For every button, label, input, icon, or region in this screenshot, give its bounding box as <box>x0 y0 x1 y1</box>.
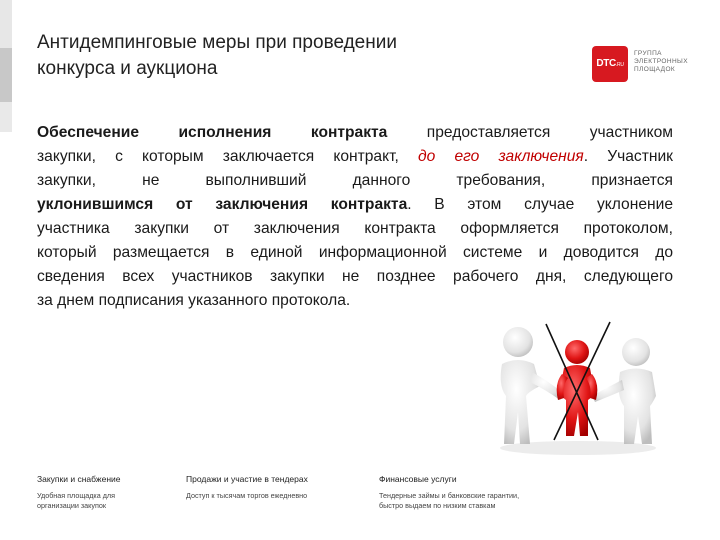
logo-mark <box>592 46 628 82</box>
footer-col1-line-2: организации закупок <box>37 501 107 510</box>
footer-col-sales <box>186 474 356 501</box>
footer-col-procurement <box>37 474 167 511</box>
footer-col1-line-1: Удобная площадка для <box>37 491 116 500</box>
paragraph-line-4 <box>37 193 673 217</box>
paragraph-line-7: сведения всех участников закупки не позднее рабочего дня, следующего <box>37 268 673 285</box>
slide-title-line-2: конкурса и аукциона <box>37 58 218 79</box>
paragraph-line-5: участника закупки от заключения контракта оформляется протоколом, <box>37 220 673 237</box>
term-contract-security: Обеспечение исполнения контракта <box>37 124 388 141</box>
footer-col3-line-1: Тендерные займы и банковские гарантии, <box>379 491 520 500</box>
left-accent-bar <box>0 0 12 540</box>
logo-words <box>634 50 688 74</box>
logo-word-2: ЭЛЕКТРОННЫХ <box>634 58 688 65</box>
logo-word-1: ГРУППА <box>634 50 662 57</box>
slide-title-line-1: Антидемпинговые меры при проведении <box>37 32 397 53</box>
paragraph-line-1-rest: предоставляется участником <box>387 124 673 141</box>
paragraph-line-6: который размещается в единой информационной системе и доводится до <box>37 244 673 261</box>
logo-mark-text: DTC <box>596 58 616 69</box>
paragraph-line-8: за днем подписания указанного протокола. <box>37 292 351 309</box>
paragraph-line-4-rest: . В этом случае уклонение <box>407 196 673 213</box>
three-figures-illustration <box>488 316 668 456</box>
paragraph-line-2-end: . Участник <box>583 148 673 165</box>
slide-title <box>37 30 557 82</box>
paragraph-line-3: закупки, не выполнивший данного требования, признается <box>37 172 673 189</box>
footer-col1-title: Закупки и снабжение <box>37 474 121 484</box>
company-logo <box>592 46 702 82</box>
right-white-figure <box>592 338 656 444</box>
paragraph-line-2-start: закупки, с которым заключается контракт, <box>37 148 418 165</box>
logo-word-3: ПЛОЩАДОК <box>634 66 676 73</box>
term-evaded-contract: уклонившимся от заключения контракта <box>37 196 408 213</box>
term-before-conclusion: до его заключения <box>418 148 584 165</box>
footer-col3-line-2: быстро выдаем по низким ставкам <box>379 501 496 510</box>
main-paragraph <box>37 121 673 313</box>
footer-col3-title: Финансовые услуги <box>379 474 457 484</box>
footer-col-finance <box>379 474 579 511</box>
paragraph-line-1 <box>37 121 673 145</box>
footer-col2-title: Продажи и участие в тендерах <box>186 474 308 484</box>
logo-mark-suffix: .RU <box>615 62 624 68</box>
footer-col2-line-1: Доступ к тысячам торгов ежедневно <box>186 491 308 500</box>
paragraph-line-2 <box>37 145 673 169</box>
